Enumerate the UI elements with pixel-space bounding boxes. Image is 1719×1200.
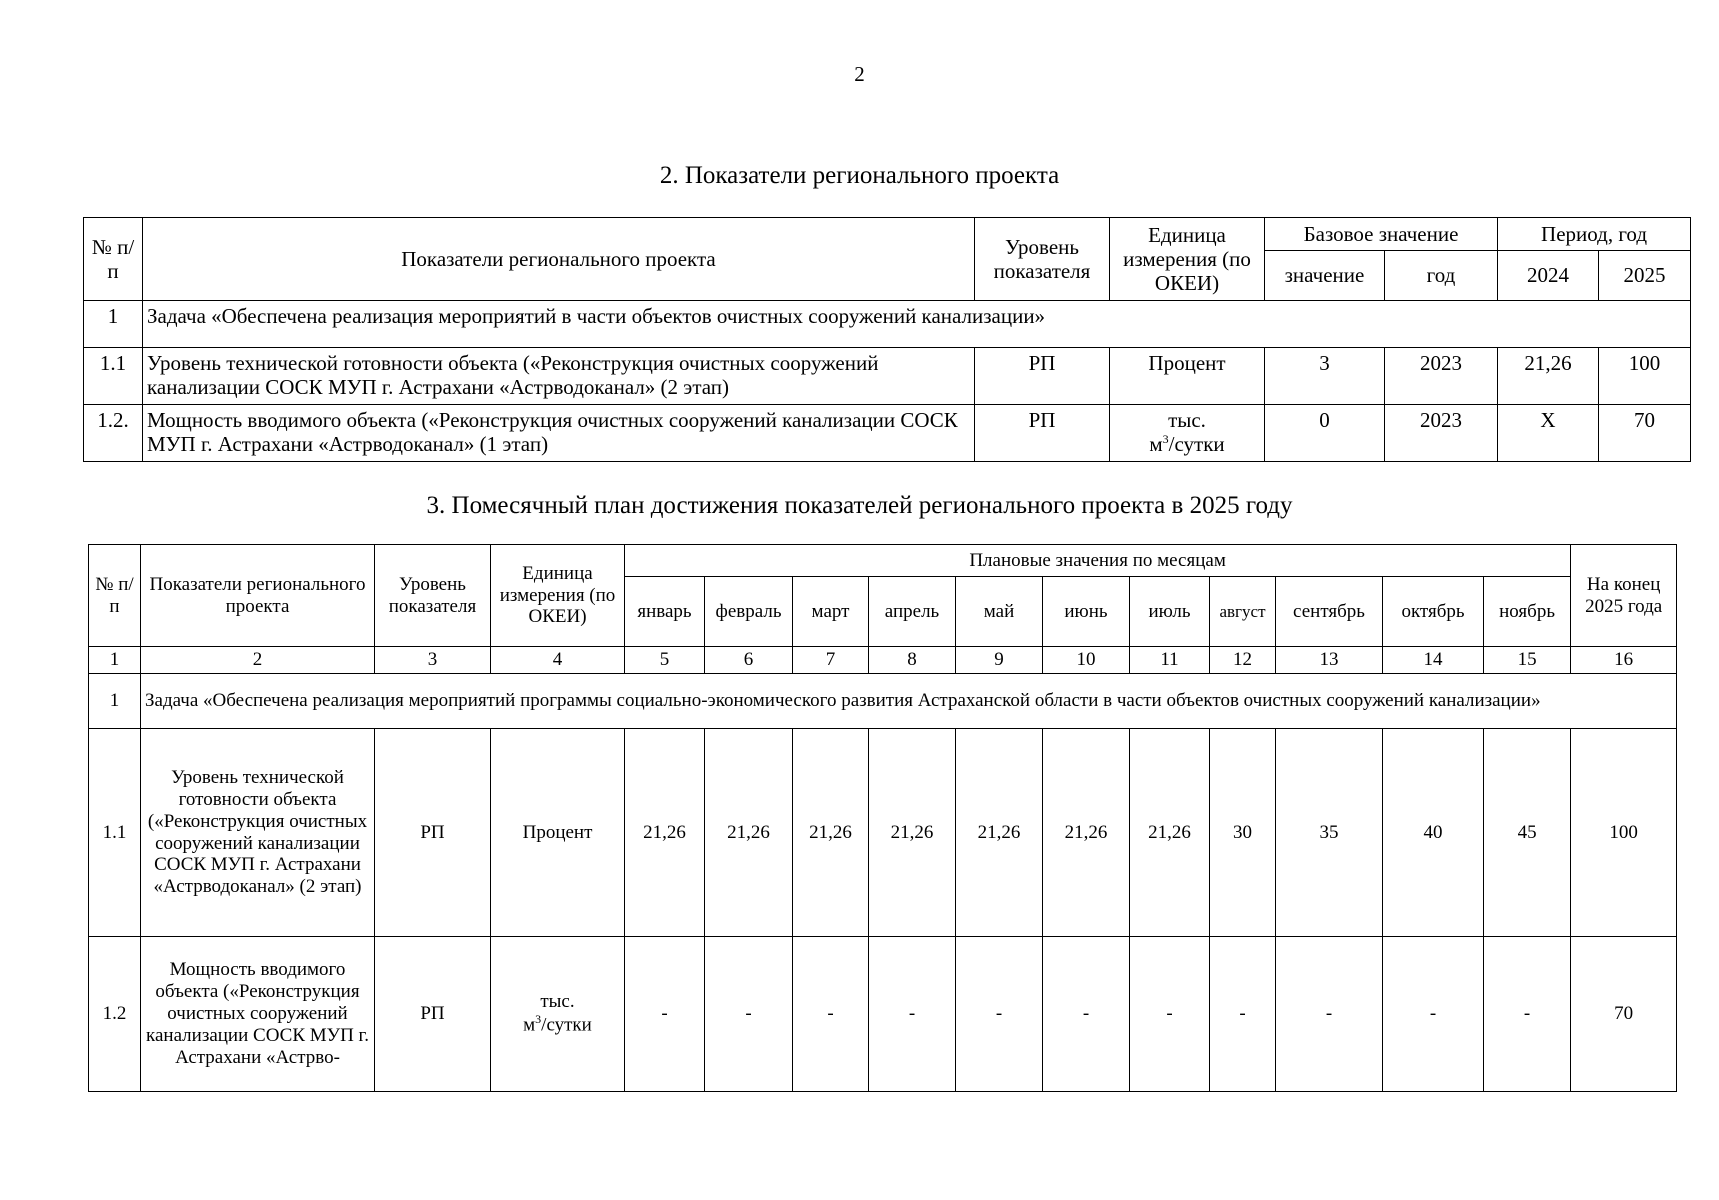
row-2024: X [1498,405,1599,462]
unit-tail: /сутки [541,1014,592,1036]
row-base-value: 3 [1265,348,1385,405]
header-month: май [956,577,1043,647]
row-unit: Процент [491,729,625,937]
col-number: 11 [1130,647,1210,674]
header-unit: Единица измерения (по ОКЕИ) [1110,218,1265,301]
header-month: июль [1130,577,1210,647]
month-value: - [1130,937,1210,1092]
col-number: 10 [1043,647,1130,674]
end-value: 70 [1571,937,1677,1092]
section2-title: 2. Показатели регионального проекта [659,162,1060,189]
col-number: 8 [869,647,956,674]
col-number: 12 [1210,647,1276,674]
col-number: 3 [375,647,491,674]
task-num: 1 [84,301,143,348]
col-number: 16 [1571,647,1677,674]
month-value: - [1383,937,1484,1092]
unit-main: тыс. [1168,408,1206,432]
col-number: 7 [793,647,869,674]
header-end: На конец 2025 года [1571,545,1677,647]
col-number: 4 [491,647,625,674]
col-number: 15 [1484,647,1571,674]
month-value: 21,26 [956,729,1043,937]
row-unit [491,937,625,1092]
row-level: РП [375,729,491,937]
row-2024: 21,26 [1498,348,1599,405]
month-value: - [1484,937,1571,1092]
row-indicator: Мощность вводимого объекта («Реконструкция очистных сооружений канализации СОСК МУП г. Астрахани «Астрво- [141,937,375,1092]
header-month: август [1210,577,1276,647]
row-2025: 70 [1599,405,1691,462]
col-number: 1 [89,647,141,674]
header-base-year: год [1385,251,1498,301]
header-month: сентябрь [1276,577,1383,647]
header-plan: Плановые значения по месяцам [625,545,1571,577]
unit-sub: м [1149,432,1163,457]
unit-main: тыс. [540,991,575,1013]
header-month: январь [625,577,705,647]
month-value: - [869,937,956,1092]
row-level: РП [975,348,1110,405]
task-text: Задача «Обеспечена реализация мероприятий программы социально-экономического развития Астраханской области в части объектов очистных сооружений канализации» [141,674,1677,729]
col-number: 14 [1383,647,1484,674]
header-month: февраль [705,577,793,647]
unit-sup: 3 [535,1012,542,1027]
unit-sub: м [523,1014,536,1036]
header-num: № п/п [89,545,141,647]
col-number: 5 [625,647,705,674]
col-number: 6 [705,647,793,674]
month-value: - [625,937,705,1092]
month-value: 30 [1210,729,1276,937]
row-base-year: 2023 [1385,405,1498,462]
row-indicator: Уровень технической готовности объекта («Реконструкция очистных сооружений канализации СОСК МУП г. Астрахани «Астрводоканал» (2 этап) [141,729,375,937]
task-row [89,674,1677,729]
month-value: - [956,937,1043,1092]
column-numbers-row [89,647,1677,674]
header-indicator: Показатели регионального проекта [141,545,375,647]
col-number: 9 [956,647,1043,674]
header-month: ноябрь [1484,577,1571,647]
end-value: 100 [1571,729,1677,937]
page-number: 2 [854,62,865,86]
header-month: март [793,577,869,647]
header-level: Уровень показателя [375,545,491,647]
month-value: - [705,937,793,1092]
row-unit [1110,405,1265,462]
header-month: июнь [1043,577,1130,647]
row-unit: Процент [1110,348,1265,405]
month-value: 21,26 [625,729,705,937]
month-value: 45 [1484,729,1571,937]
table-row [84,348,1691,405]
header-base: Базовое значение [1265,218,1498,251]
header-unit: Единица измерения (по ОКЕИ) [491,545,625,647]
header-2024: 2024 [1498,251,1599,301]
row-num: 1.2. [84,405,143,462]
indicators-table [83,217,1691,462]
month-value: 21,26 [869,729,956,937]
header-level: Уровень показателя [975,218,1110,301]
month-value: 21,26 [705,729,793,937]
month-value: - [1210,937,1276,1092]
row-num: 1.1 [89,729,141,937]
header-month: апрель [869,577,956,647]
header-period: Период, год [1498,218,1691,251]
header-2025: 2025 [1599,251,1691,301]
row-base-year: 2023 [1385,348,1498,405]
header-month: октябрь [1383,577,1484,647]
header-num: № п/п [84,218,143,301]
col-number: 2 [141,647,375,674]
table-row [84,405,1691,462]
row-2025: 100 [1599,348,1691,405]
row-indicator: Мощность вводимого объекта («Реконструкция очистных сооружений канализации СОСК МУП г. Астрахани «Астрводоканал» (1 этап) [143,405,975,462]
month-value: 35 [1276,729,1383,937]
month-value: - [793,937,869,1092]
month-value: - [1043,937,1130,1092]
month-value: - [1276,937,1383,1092]
row-level: РП [375,937,491,1092]
table-row [89,937,1677,1092]
section3-title: 3. Помесячный план достижения показателей регионального проекта в 2025 году [426,492,1293,519]
task-row [84,301,1691,348]
month-value: 21,26 [1130,729,1210,937]
header-indicator: Показатели регионального проекта [143,218,975,301]
month-value: 40 [1383,729,1484,937]
row-base-value: 0 [1265,405,1385,462]
row-num: 1.2 [89,937,141,1092]
monthly-plan-table [88,544,1677,1092]
row-indicator: Уровень технической готовности объекта («Реконструкция очистных сооружений канализации СОСК МУП г. Астрахани «Астрводоканал» (2 этап) [143,348,975,405]
month-value: 21,26 [793,729,869,937]
unit-sup: 3 [1162,432,1169,447]
task-num: 1 [89,674,141,729]
header-base-value: значение [1265,251,1385,301]
unit-tail: /сутки [1168,432,1225,457]
table-row [89,729,1677,937]
task-text: Задача «Обеспечена реализация мероприятий в части объектов очистных сооружений канализации» [143,301,1691,348]
col-number: 13 [1276,647,1383,674]
month-value: 21,26 [1043,729,1130,937]
row-num: 1.1 [84,348,143,405]
row-level: РП [975,405,1110,462]
